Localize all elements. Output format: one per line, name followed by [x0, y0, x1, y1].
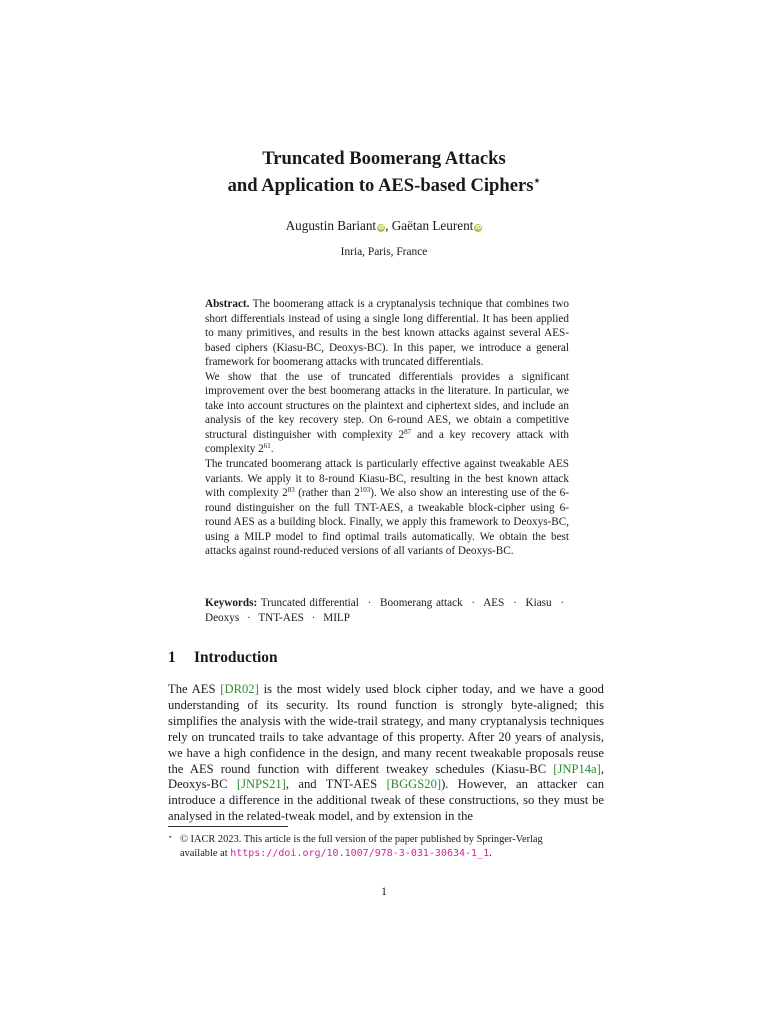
section-number: 1: [168, 649, 176, 666]
text-run: .: [270, 443, 274, 456]
orcid-icon[interactable]: iD: [378, 225, 385, 231]
text-run: and a key recovery attack with complexity 2: [205, 428, 569, 456]
keyword: TNT-AES: [258, 611, 304, 624]
text-run: , and TNT-AES: [285, 777, 387, 792]
footnote-text: © IACR 2023. This article is the full version of the paper published by Springer-Verlag: [180, 834, 543, 845]
title-line-2: [0, 172, 768, 199]
keywords-label: Keywords:: [205, 597, 258, 609]
exponent: 87: [404, 427, 412, 436]
abstract-paragraph: [205, 457, 569, 559]
keyword: Truncated differential: [260, 597, 359, 609]
introduction-body: [168, 682, 604, 825]
author-name: Augustin Bariant: [285, 218, 377, 233]
abstract-paragraph-body: [205, 298, 569, 368]
abstract: [205, 297, 569, 559]
abstract-paragraph: [205, 370, 569, 457]
orcid-icon[interactable]: iD: [475, 225, 482, 231]
footnote-text-availability: available at: [180, 848, 231, 859]
footnote-line-2: [168, 847, 604, 861]
abstract-label: Abstract.: [205, 298, 250, 310]
title-line-1: Truncated Boomerang Attacks: [262, 148, 506, 169]
section-title: Introduction: [194, 649, 278, 666]
citation-link[interactable]: [JNP14a]: [553, 761, 601, 776]
body-paragraph: [168, 682, 604, 825]
citation-link[interactable]: [BGGS20]: [386, 777, 442, 792]
keyword-separator: ·: [311, 611, 316, 624]
keyword-list: [205, 597, 569, 624]
keyword-separator: ·: [246, 611, 251, 624]
page-number: 1: [381, 884, 387, 898]
text-run: ). However, an attacker can introduce a difference in the additional tweak of these constructions, so they must be analysed in the related-tweak model, and by extension in the: [168, 777, 605, 824]
keyword: MILP: [323, 611, 350, 624]
section-heading: [168, 649, 278, 667]
author-separator: ,: [385, 218, 392, 233]
keyword-separator: ·: [367, 597, 372, 609]
footnote: [168, 830, 604, 861]
keyword-separator: ·: [560, 597, 565, 609]
keyword-separator: ·: [513, 597, 517, 609]
footnote-divider: [168, 826, 288, 827]
text-run: The AES: [168, 682, 221, 696]
author-name: Gaëtan Leurent: [391, 218, 474, 233]
exponent: 61: [263, 442, 271, 451]
title-line-2-text: and Application to AES-based Ciphers: [227, 175, 534, 196]
doi-link[interactable]: https://doi.org/10.1007/978-3-031-30634-1_1: [230, 848, 490, 859]
keyword: Boomerang attack: [380, 597, 463, 609]
text-run: ). We also show an interesting use of the 6-round distinguisher on the full TNT-AES, a tweakable block-cipher using 6-round AES as a building block. Finally, we apply this framework to Deoxys-BC, using a MILP model to find optimal trails automatically. We obtain the best attacks against round-reduced versions of all variants of Deoxys-BC.: [205, 487, 569, 558]
title-footnote-mark[interactable]: ⋆: [533, 175, 541, 187]
exponent: 83: [287, 486, 295, 495]
abstract-paragraph: [205, 297, 569, 370]
keyword: Kiasu: [525, 597, 552, 609]
text-run: is the most widely used block cipher today, and we have a good understanding of its security. Its round function is strongly byte-aligned; this simplifies the analysis with the wide-trail strategy, and many cryptanalysis techniques rely on truncated trails to take advantage of this property. After 20 years of analysis, we have a high confidence in the design, and many recent tweakable proposals reuse the AES round function with different tweakey schedules (Kiasu-BC: [168, 682, 604, 776]
text-run: The truncated boomerang attack is particularly effective against tweakable AES variants. We apply it to 8-round Kiasu-BC, resulting in the best known attack with complexity 2: [205, 458, 569, 500]
text-run: (rather than 2: [294, 487, 360, 500]
affiliation: Inria, Paris, France: [340, 246, 428, 258]
footnote-end: .: [489, 848, 492, 859]
footnote-mark: ⋆: [168, 833, 173, 841]
citation-link[interactable]: [JNPS21]: [236, 777, 286, 792]
text-run: We show that the use of truncated differentials provides a significant improvement over the best boomerang attacks in the literature. In particular, we take into account structures on the plaintext and ciphertext sides, and include an analysis of the key recovery step. On 6-round AES, we obtain a competitive structural distinguisher with complexity 2: [205, 370, 569, 441]
keyword-separator: ·: [471, 597, 476, 609]
author-list: [0, 218, 768, 234]
text-run: , Deoxys-BC: [168, 761, 604, 792]
exponent: 103: [359, 486, 371, 495]
citation-link[interactable]: [DR02]: [220, 682, 259, 696]
keyword: AES: [483, 597, 505, 609]
paper-title: [0, 145, 768, 199]
text-run: The boomerang attack is a cryptanalysis technique that combines two short differentials instead of using a single long differential. It has been applied to many primitives, and results in the best known attacks against several AES-based ciphers (Kiasu-BC, Deoxys-BC). In this paper, we introduce a general framework for boomerang attacks with truncated differentials.: [205, 298, 569, 369]
keyword: Deoxys: [205, 611, 240, 624]
keywords: [205, 596, 569, 625]
